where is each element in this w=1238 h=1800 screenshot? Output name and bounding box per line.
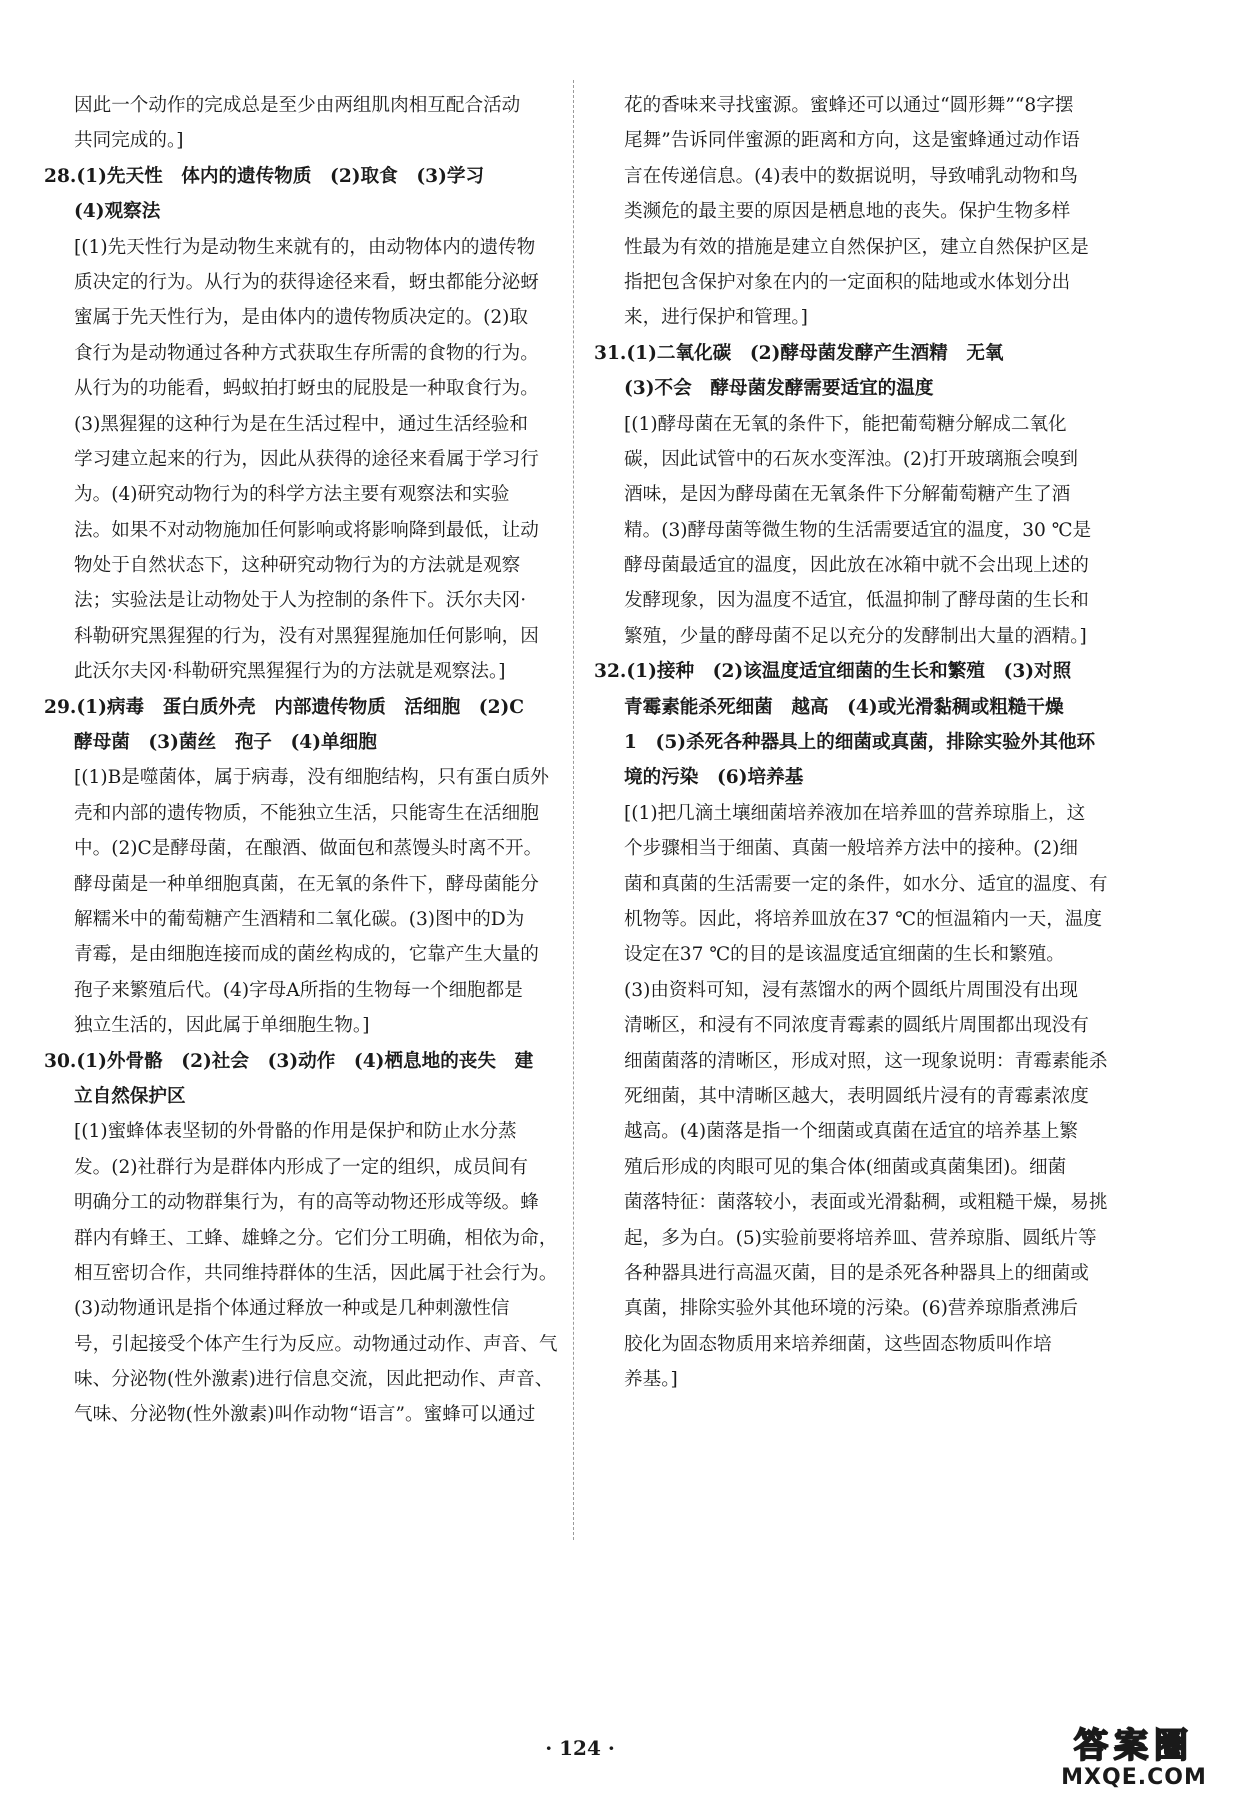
text-line: 尾舞”告诉同伴蜜源的距离和方向，这是蜜蜂通过动作语 [624, 130, 1080, 152]
text-line: 相互密切合作，共同维持群体的生活，因此属于社会行为。 [74, 1262, 558, 1284]
right-column [594, 88, 1114, 1397]
text-line: 真菌，排除实验外其他环境的污染。(6)营养琼脂煮沸后 [624, 1298, 1078, 1320]
text-line: (4)观察法 [74, 201, 161, 223]
watermark-logo-url: MXQE.COM [1061, 1765, 1207, 1790]
answer-line [44, 1044, 564, 1079]
text-line: 类濒危的最主要的原因是栖息地的丧失。保护生物多样 [624, 201, 1071, 223]
text-line: 碳，因此试管中的石灰水变浑浊。(2)打开玻璃瓶会嗅到 [624, 448, 1078, 470]
question-number: 28. [44, 165, 77, 187]
answer-line [44, 159, 564, 194]
text-line: 青霉素能杀死细菌 越高 (4)或光滑黏稠或粗糙干燥 [624, 696, 1064, 718]
text-line: 菌落特征：菌落较小，表面或光滑黏稠，或粗糙干燥，易挑 [624, 1192, 1108, 1214]
text-line: 酵母菌是一种单细胞真菌，在无氧的条件下，酵母菌能分 [74, 873, 539, 895]
question-number: 32. [594, 661, 627, 683]
text-line: [(1)先天性行为是动物生来就有的，由动物体内的遗传物 [74, 236, 536, 258]
text-line: 性最为有效的措施是建立自然保护区，建立自然保护区是 [624, 236, 1089, 258]
text-line: 设定在37 ℃的目的是该温度适宜细菌的生长和繁殖。 [624, 944, 1065, 966]
watermark-logo-text: 答案圈 [1074, 1726, 1194, 1766]
text-line: 蜜属于先天性行为，是由体内的遗传物质决定的。(2)取 [74, 307, 528, 329]
question-number: 31. [594, 342, 627, 364]
text-line: 发。(2)社群行为是群体内形成了一定的组织，成员间有 [74, 1156, 528, 1178]
text-line: 青霉，是由细胞连接而成的菌丝构成的，它靠产生大量的 [74, 944, 539, 966]
text-line: 死细菌，其中清晰区越大，表明圆纸片浸有的青霉素浓度 [624, 1085, 1089, 1107]
text-line: 发酵现象，因为温度不适宜，低温抑制了酵母菌的生长和 [624, 590, 1089, 612]
text-line: [(1)把几滴土壤细菌培养液加在培养皿的营养琼脂上，这 [624, 802, 1086, 824]
text-line: 壳和内部的遗传物质，不能独立生活，只能寄生在活细胞 [74, 802, 539, 824]
text-line: 繁殖，少量的酵母菌不足以充分的发酵制出大量的酒精。] [624, 625, 1087, 647]
column-divider [573, 80, 574, 1540]
answer-text: (1)病毒 蛋白质外壳 内部遗传物质 活细胞 (2)C [76, 696, 525, 718]
page-number: · 124 · [545, 1736, 615, 1760]
answer-line [594, 336, 1114, 371]
answer-line [594, 654, 1114, 689]
text-line: 从行为的功能看，蚂蚁拍打蚜虫的屁股是一种取食行为。 [74, 378, 539, 400]
question-number: 29. [44, 696, 77, 718]
text-line: 解糯米中的葡萄糖产生酒精和二氧化碳。(3)图中的D为 [74, 908, 525, 930]
text-line: 起，多为白。(5)实验前要将培养皿、营养琼脂、圆纸片等 [624, 1227, 1097, 1249]
text-line: 越高。(4)菌落是指一个细菌或真菌在适宜的培养基上繁 [624, 1121, 1078, 1143]
text-line: [(1)酵母菌在无氧的条件下，能把葡萄糖分解成二氧化 [624, 413, 1067, 435]
text-line: 言在传递信息。(4)表中的数据说明，导致哺乳动物和鸟 [624, 165, 1078, 187]
answer-text: (1)先天性 体内的遗传物质 (2)取食 (3)学习 [76, 165, 485, 187]
text-line: (3)不会 酵母菌发酵需要适宜的温度 [624, 378, 934, 400]
text-line: 1 (5)杀死各种器具上的细菌或真菌，排除实验外其他环 [624, 732, 1096, 754]
text-line: 孢子来繁殖后代。(4)字母A所指的生物每一个细胞都是 [74, 979, 523, 1001]
text-line: 菌和真菌的生活需要一定的条件，如水分、适宜的温度、有 [624, 873, 1108, 895]
text-line: 各种器具进行高温灭菌，目的是杀死各种器具上的细菌或 [624, 1262, 1089, 1284]
left-column [44, 88, 564, 1433]
question-number: 30. [44, 1050, 77, 1072]
text-line: 酒味，是因为酵母菌在无氧条件下分解葡萄糖产生了酒 [624, 484, 1071, 506]
text-line: 中。(2)C是酵母菌，在酿酒、做面包和蒸馒头时离不开。 [74, 838, 543, 860]
text-line: 机物等。因此，将培养皿放在37 ℃的恒温箱内一天，温度 [624, 908, 1103, 930]
text-line: 养基。] [624, 1369, 678, 1391]
text-line: 质决定的行为。从行为的获得途径来看，蚜虫都能分泌蚜 [74, 271, 539, 293]
text-line: (3)黑猩猩的这种行为是在生活过程中，通过生活经验和 [74, 413, 528, 435]
watermark-logo [1050, 1726, 1218, 1792]
answer-text: (1)外骨骼 (2)社会 (3)动作 (4)栖息地的丧失 建 [76, 1050, 534, 1072]
text-line: 指把包含保护对象在内的一定面积的陆地或水体划分出 [624, 271, 1071, 293]
text-line: 清晰区，和浸有不同浓度青霉素的圆纸片周围都出现没有 [624, 1015, 1089, 1037]
text-line: 明确分工的动物群集行为，有的高等动物还形成等级。蜂 [74, 1192, 539, 1214]
text-line: 味、分泌物(性外激素)进行信息交流，因此把动作、声音、 [74, 1369, 554, 1391]
text-line: 酵母菌最适宜的温度，因此放在冰箱中就不会出现上述的 [624, 555, 1089, 577]
text-line: 号，引起接受个体产生行为反应。动物通过动作、声音、气 [74, 1333, 558, 1355]
answer-text: (1)接种 (2)该温度适宜细菌的生长和繁殖 (3)对照 [626, 661, 1072, 683]
text-line: 殖后形成的肉眼可见的集合体(细菌或真菌集团)。细菌 [624, 1156, 1067, 1178]
text-line: (3)动物通讯是指个体通过释放一种或是几种刺激性信 [74, 1298, 510, 1320]
text-line: [(1)B是噬菌体，属于病毒，没有细胞结构，只有蛋白质外 [74, 767, 549, 789]
text-line: [(1)蜜蜂体表坚韧的外骨骼的作用是保护和防止水分蒸 [74, 1121, 517, 1143]
text-line: 食行为是动物通过各种方式获取生存所需的食物的行为。 [74, 342, 539, 364]
text-line: 来，进行保护和管理。] [624, 307, 808, 329]
text-line: (3)由资料可知，浸有蒸馏水的两个圆纸片周围没有出现 [624, 979, 1078, 1001]
text-line: 独立生活的，因此属于单细胞生物。] [74, 1015, 370, 1037]
text-line: 细菌菌落的清晰区，形成对照，这一现象说明：青霉素能杀 [624, 1050, 1108, 1072]
text-line: 法。如果不对动物施加任何影响或将影响降到最低，让动 [74, 519, 539, 541]
text-line: 胶化为固态物质用来培养细菌，这些固态物质叫作培 [624, 1333, 1052, 1355]
answer-text: (1)二氧化碳 (2)酵母菌发酵产生酒精 无氧 [626, 342, 1004, 364]
text-line: 因此一个动作的完成总是至少由两组肌肉相互配合活动 [74, 95, 521, 116]
text-line: 花的香味来寻找蜜源。蜜蜂还可以通过“圆形舞”“8字摆 [624, 95, 1074, 116]
text-line: 共同完成的。] [74, 130, 184, 152]
text-line: 为。(4)研究动物行为的科学方法主要有观察法和实验 [74, 484, 510, 506]
text-line: 科勒研究黑猩猩的行为，没有对黑猩猩施加任何影响，因 [74, 625, 539, 647]
answer-line [44, 690, 564, 725]
text-line: 此沃尔夫冈·科勒研究黑猩猩行为的方法就是观察法。] [74, 661, 506, 683]
text-line: 酵母菌 (3)菌丝 孢子 (4)单细胞 [74, 732, 377, 754]
text-line: 群内有蜂王、工蜂、雄蜂之分。它们分工明确，相依为命， [74, 1227, 558, 1249]
text-line: 物处于自然状态下，这种研究动物行为的方法就是观察 [74, 555, 521, 577]
text-line: 立自然保护区 [74, 1085, 186, 1107]
text-line: 境的污染 (6)培养基 [624, 767, 804, 789]
text-line: 学习建立起来的行为，因此从获得的途径来看属于学习行 [74, 448, 539, 470]
text-line: 精。(3)酵母菌等微生物的生活需要适宜的温度，30 ℃是 [624, 519, 1092, 541]
text-line: 个步骤相当于细菌、真菌一般培养方法中的接种。(2)细 [624, 838, 1078, 860]
text-line: 法；实验法是让动物处于人为控制的条件下。沃尔夫冈· [74, 590, 527, 612]
text-line: 气味、分泌物(性外激素)叫作动物“语言”。蜜蜂可以通过 [74, 1404, 536, 1426]
